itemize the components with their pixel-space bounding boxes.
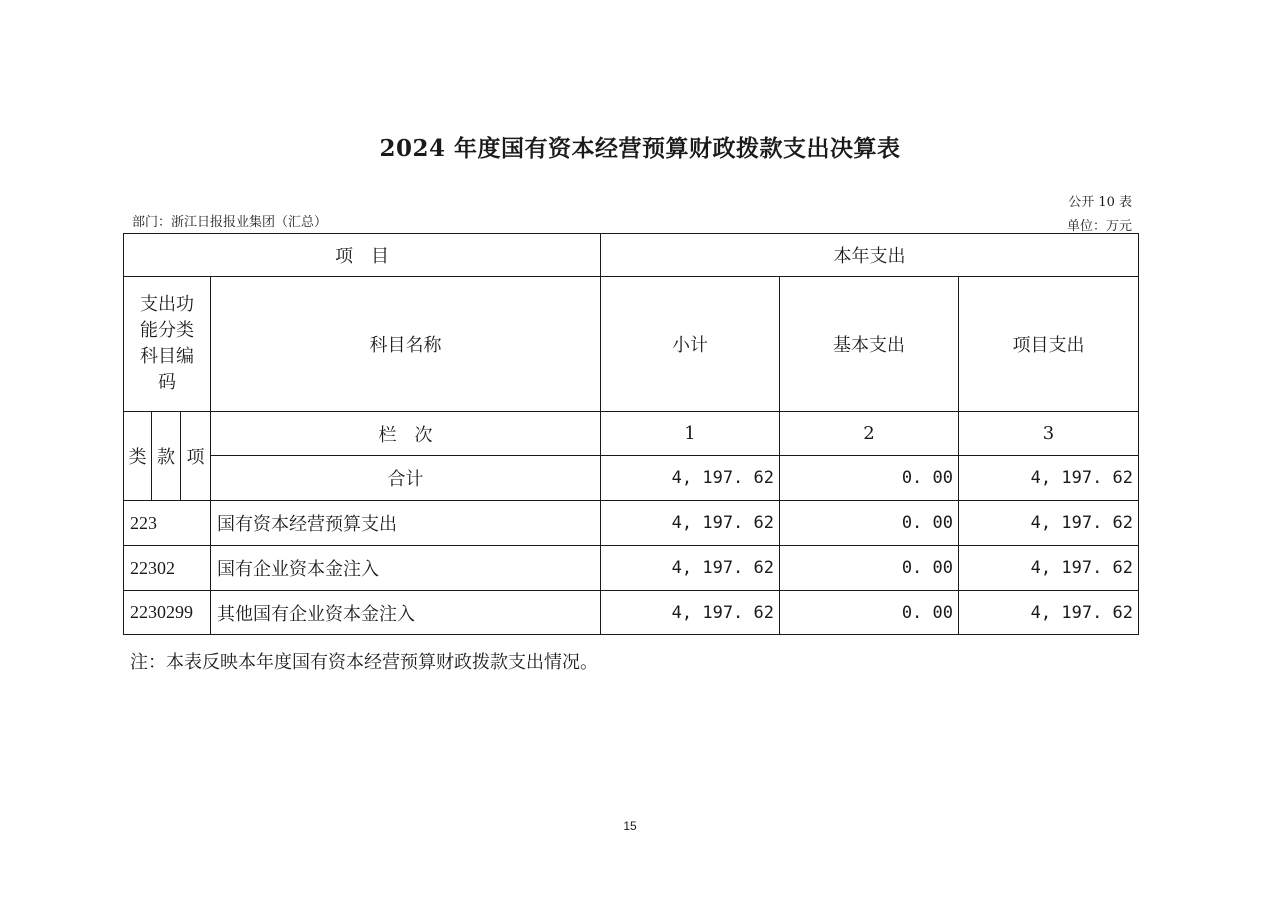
row-code: 2230299 [124, 591, 211, 635]
expenditure-table [123, 233, 1139, 635]
header-row-2 [124, 277, 1139, 412]
table-row [124, 546, 1139, 591]
col-num-2: 2 [780, 412, 959, 456]
page-title: 2024 年度国有资本经营预算财政拨款支出决算表 [379, 135, 901, 162]
row-basic: 0. 00 [780, 501, 959, 546]
row-code: 22302 [124, 546, 211, 591]
row-basic: 0. 00 [780, 591, 959, 635]
total-basic: 0. 00 [780, 456, 959, 501]
row-subtotal: 4, 197. 62 [601, 546, 780, 591]
col-num-3: 3 [959, 412, 1139, 456]
header-lei: 类 [124, 412, 152, 501]
row-project: 4, 197. 62 [959, 591, 1139, 635]
row-name: 其他国有企业资本金注入 [211, 591, 601, 635]
header-current-year: 本年支出 [601, 234, 1139, 277]
row-project: 4, 197. 62 [959, 546, 1139, 591]
total-row [124, 456, 1139, 501]
header-subtotal: 小计 [601, 277, 780, 412]
table-row [124, 501, 1139, 546]
header-kuan: 款 [152, 412, 181, 501]
header-project: 项目支出 [959, 277, 1139, 412]
row-basic: 0. 00 [780, 546, 959, 591]
department-label: 部门：浙江日报报业集团（汇总） [132, 215, 328, 230]
form-number: 公开 10 表 [1068, 195, 1132, 210]
row-name: 国有资本经营预算支出 [211, 501, 601, 546]
header-basic: 基本支出 [780, 277, 959, 412]
header-row-1 [124, 234, 1139, 277]
unit-label: 单位：万元 [1066, 219, 1132, 234]
col-num-1: 1 [601, 412, 780, 456]
column-number-row [124, 412, 1139, 456]
header-code: 支出功 能分类 科目编 码 [124, 277, 211, 412]
row-subtotal: 4, 197. 62 [601, 591, 780, 635]
total-project: 4, 197. 62 [959, 456, 1139, 501]
table-row [124, 591, 1139, 635]
page-number: 15 [623, 819, 637, 833]
row-name: 国有企业资本金注入 [211, 546, 601, 591]
footnote: 注：本表反映本年度国有资本经营预算财政拨款支出情况。 [130, 652, 598, 673]
header-xiang: 项 [181, 412, 211, 501]
row-code: 223 [124, 501, 211, 546]
header-item: 项 目 [124, 234, 601, 277]
total-subtotal: 4, 197. 62 [601, 456, 780, 501]
total-label: 合计 [211, 456, 601, 501]
row-subtotal: 4, 197. 62 [601, 501, 780, 546]
header-lanci: 栏 次 [211, 412, 601, 456]
row-project: 4, 197. 62 [959, 501, 1139, 546]
header-subject-name: 科目名称 [211, 277, 601, 412]
